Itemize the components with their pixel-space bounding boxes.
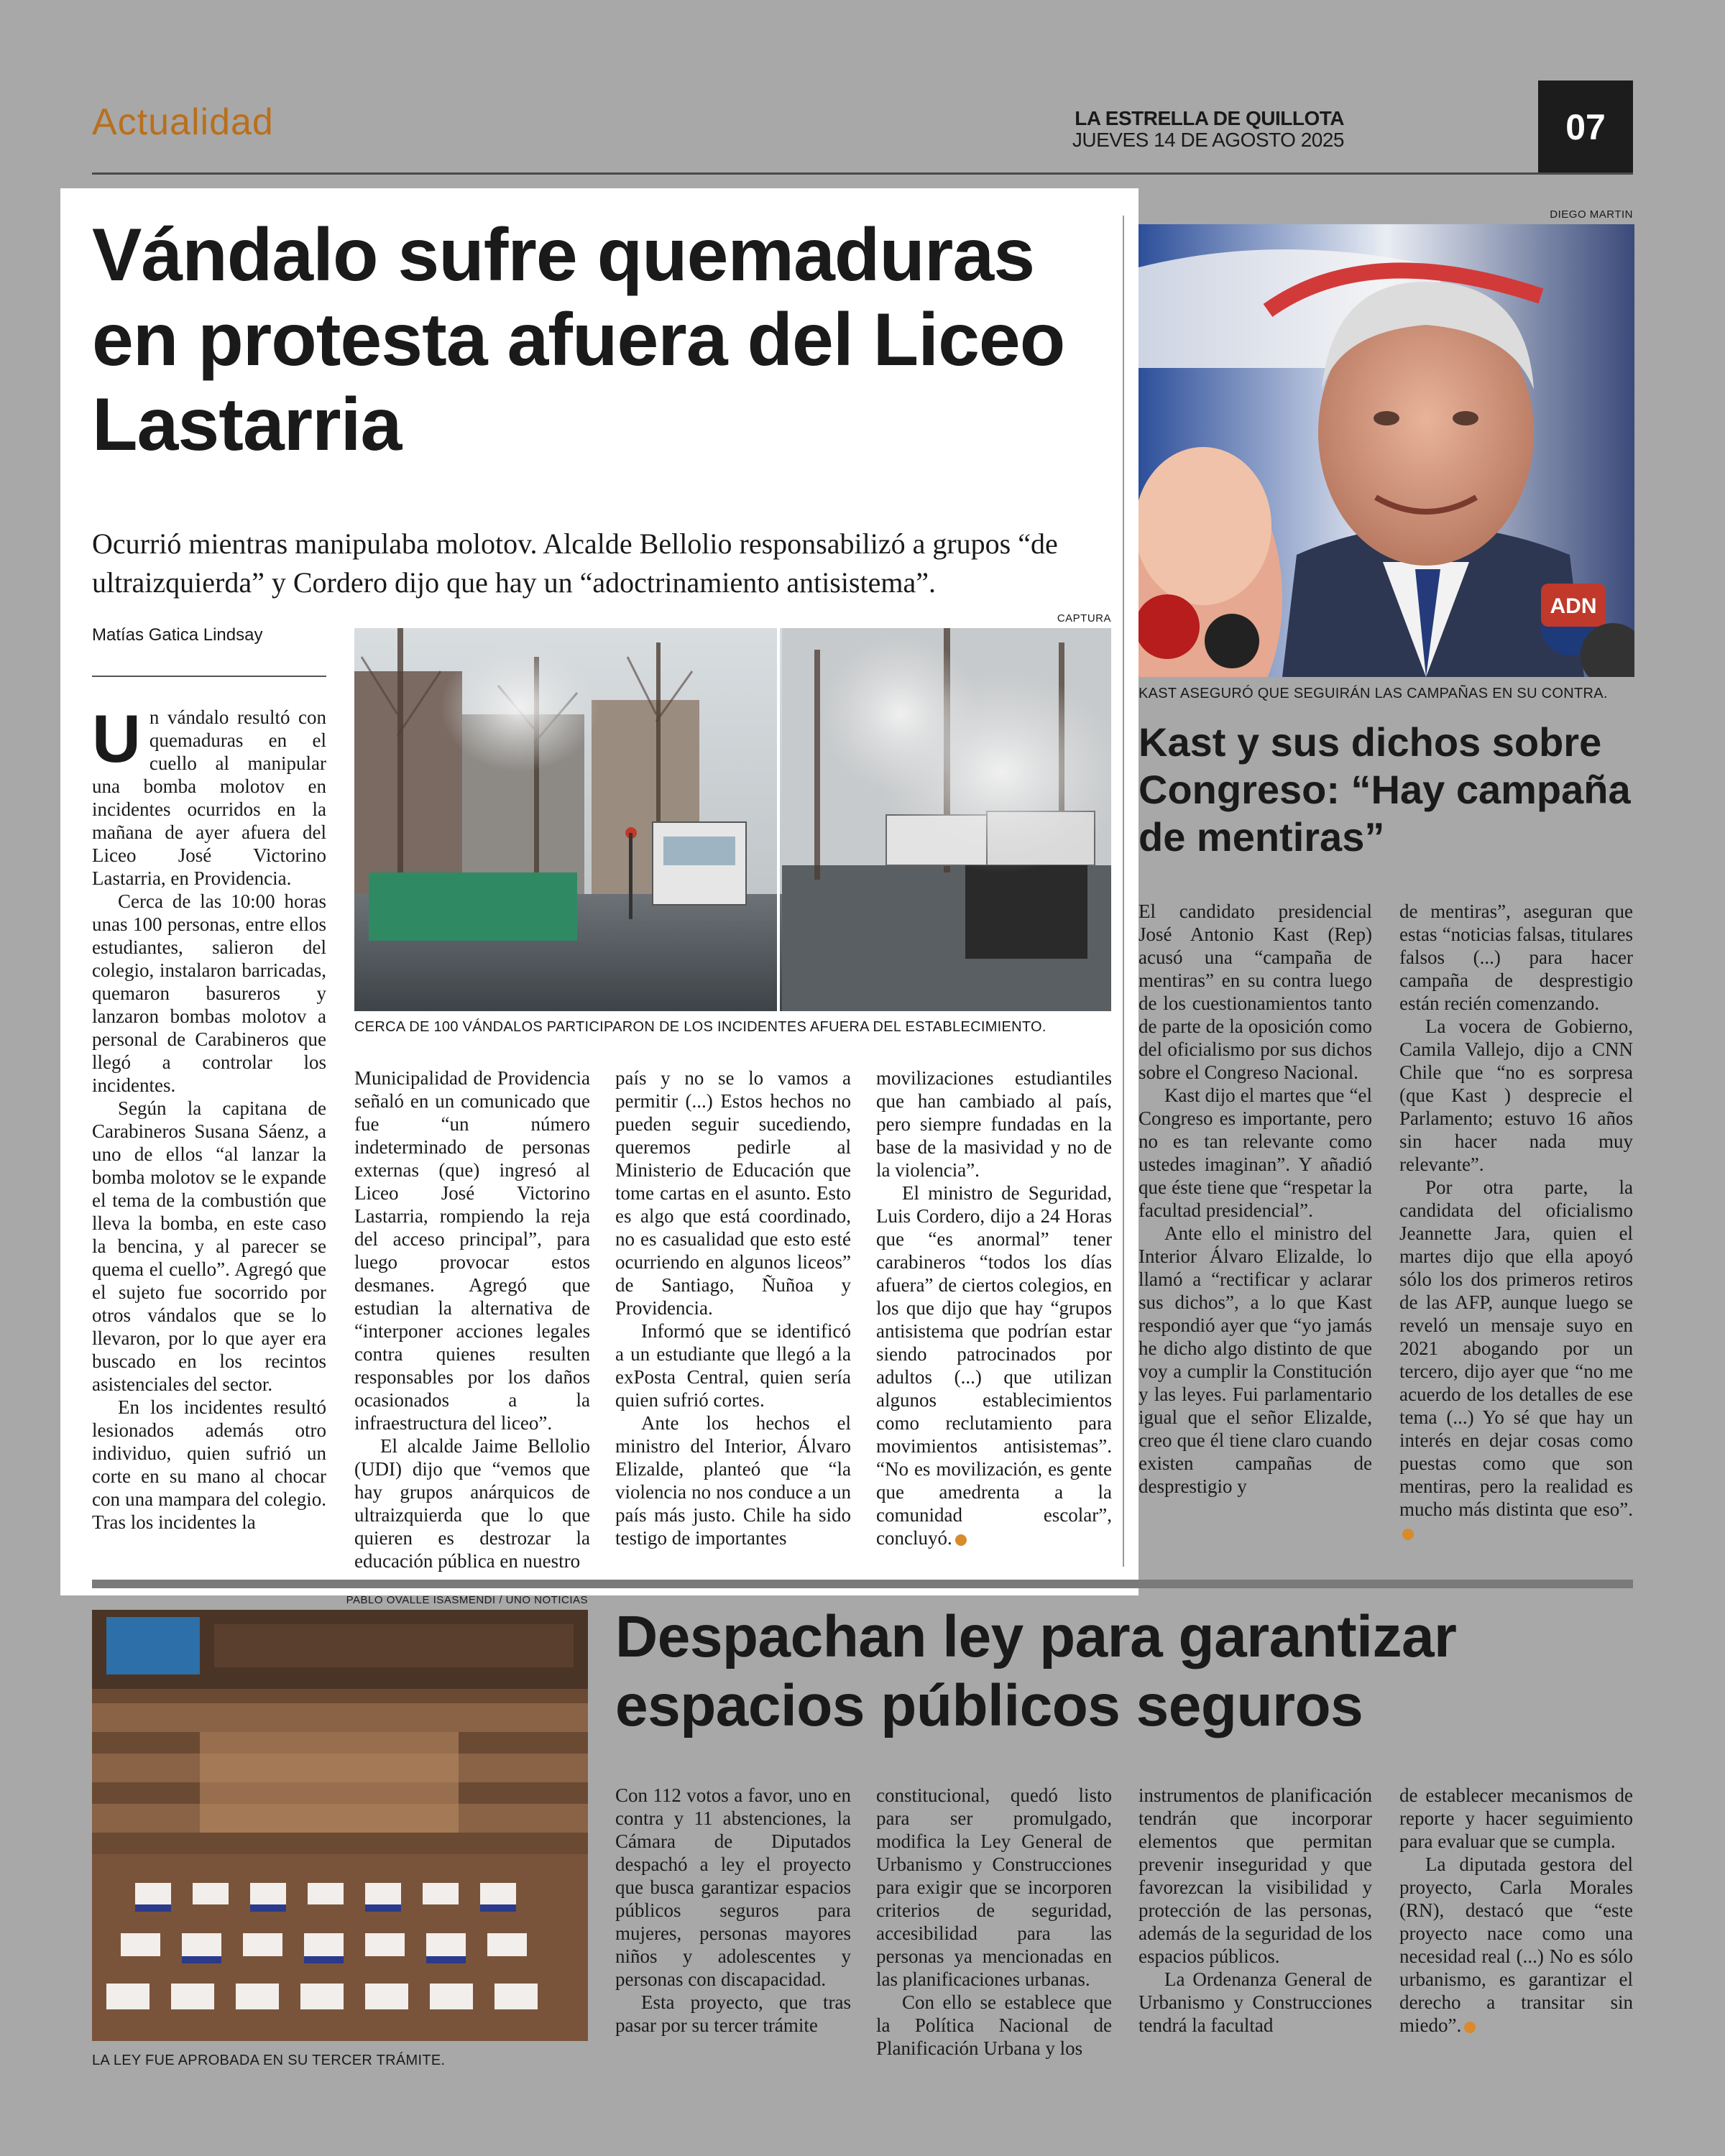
paragraph <box>1399 1176 1633 1544</box>
paragraph: Cerca de las 10:00 horas unas 100 personas, entre ellos estudiantes, salieron del colegio, instalaron barricadas, quemaron basureros y lanzaron bombas molotov a personal de Carabineros que llegó a controlar los incidentes. <box>92 890 326 1096</box>
issue-date: JUEVES 14 DE AGOSTO 2025 <box>1072 129 1344 151</box>
paragraph: Ante ello el ministro del Interior Álvaro Elizalde, lo llamó a “rectificar y aclarar sus dichos”, a lo que Kast respondió ayer que “yo jamás he dicho algo distinto de que voy a cumplir la Constitución y las leyes. Fui parlamentario igual que el señor Elizalde, creo que él tiene claro cuando existen campañas de desprestigio y <box>1138 1222 1372 1497</box>
paragraph <box>1399 1853 1633 2037</box>
paragraph: de establecer mecanismos de reporte y hacer seguimiento para evaluar que se cumpla. <box>1399 1784 1633 1852</box>
header-rule <box>92 172 1633 175</box>
paragraph: Con ello se establece que la Política Nacional de Planificación Urbana y los <box>876 1991 1112 2059</box>
end-mark-icon <box>1464 2022 1476 2033</box>
main-deck: Ocurrió mientras manipulaba molotov. Alcalde Bellolio responsabilizó a grupos “de ultraizquierda” y Cordero dijo que hay un “adoctrinamiento antisistema”. <box>92 528 1058 599</box>
paragraph: El candidato presidencial José Antonio Kast (Rep) acusó una “campaña de mentiras” en su contra luego de los cuestionamientos tanto de parte de la oposición como del oficialismo por sus dichos sobre el Congreso Nacional. <box>1138 900 1372 1083</box>
paragraph-text: Por otra parte, la candidata del oficialismo Jeannette Jara, quien el martes dijo que ella apoyó sólo los dos primeros retiros de las AFP, aunque luego se reveló un mensaje suyo en 2021 abogando por un tercero, dijo ayer que “no me acuerdo de los detalles de ese tema (...) Yo sé que hay un interés en dejar cosas como puestas como que son mentiras, pero la realidad es mucho más distinta que eso”. <box>1399 1176 1633 1520</box>
paragraph-text: La diputada gestora del proyecto, Carla Morales (RN), destacó que “este proyecto nace como una necesidad real (...) No es sólo urbanismo, es garantizar el derecho a transitar sin miedo”. <box>1399 1853 1633 2036</box>
main-photo-caption: CERCA DE 100 VÁNDALOS PARTICIPARON DE LOS INCIDENTES AFUERA DEL ESTABLECIMIENTO. <box>354 1019 1046 1035</box>
main-col-4 <box>876 1067 1112 1549</box>
paragraph: Municipalidad de Providencia señaló en un comunicado que fue “un número indeterminado de personas externas (que) ingresó al Liceo José Victorino Lastarria, rompiendo la reja del acceso principal”, para luego provocar estos desmanes. Agregó que estudian la alternativa de “interponer acciones legales contra quienes resulten responsables por los daños ocasionados a la infraestructura del liceo”. <box>354 1067 590 1434</box>
paragraph: movilizaciones estudiantiles que han cambiado al país, pero siempre fundadas en la base de la masividad y no de la violencia”. <box>876 1067 1112 1181</box>
paragraph: Con 112 votos a favor, uno en contra y 11 abstenciones, la Cámara de Diputados despachó a ley el proyecto que busca garantizar espacios públicos seguros para mujeres, personas mayores niños y adolescentes y personas con discapacidad. <box>615 1784 851 1990</box>
paragraph: Kast dijo el martes que “el Congreso es importante, pero no es tan relevante como ustedes imaginan”. Y añadió que éste tiene que “respetar la facultad presidencial”. <box>1138 1084 1372 1221</box>
paragraph: La vocera de Gobierno, Camila Vallejo, dijo a CNN Chile que “no es sorpresa (que Kast ) desprecie el Parlamento; estuvo 16 años sin hacer nada muy relevante”. <box>1399 1015 1633 1175</box>
paragraph: de mentiras”, aseguran que estas “noticias falsas, titulares falsos (...) para hacer campaña de desprestigio están recién comenzando. <box>1399 900 1633 1014</box>
column-divider <box>1123 216 1124 1567</box>
end-mark-icon <box>1402 1529 1414 1540</box>
despachan-col-3 <box>1138 1784 1372 2037</box>
masthead <box>1072 108 1344 151</box>
paragraph: La Ordenanza General de Urbanismo y Construcciones tendrá la facultad <box>1138 1968 1372 2036</box>
paragraph-text: El ministro de Seguridad, Luis Cordero, dijo a 24 Horas que “es anormal” tener carabineros “todos los días afuera” de ciertos colegios, en los que dijo que hay “grupos antisistema que podrían estar siendo patrocinados por adultos (...) que utilizan algunos establecimientos como reclutamiento para movimientos antisistemas”. “No es movilización, es gente que amedrenta a la comunidad escolar”, concluyó. <box>876 1182 1112 1549</box>
byline-rule <box>92 676 326 677</box>
kast-photo-caption: KAST ASEGURÓ QUE SEGUIRÁN LAS CAMPAÑAS EN SU CONTRA. <box>1138 686 1608 701</box>
paragraph: Informó que se identificó a un estudiante que llegó a la exPosta Central, quien sería quien sufrió cortes. <box>615 1320 851 1411</box>
paragraph: Esta proyecto, que tras pasar por su tercer trámite <box>615 1991 851 2036</box>
end-mark-icon <box>955 1534 967 1546</box>
kast-headline: Kast y sus dichos sobre Congreso: “Hay campaña de mentiras” <box>1138 719 1631 860</box>
despachan-headline: Despachan ley para garantizar espacios públicos seguros <box>615 1604 1457 1738</box>
despachan-col-4 <box>1399 1784 1633 2037</box>
section-label: Actualidad <box>92 101 274 143</box>
despachan-col-2 <box>876 1784 1112 2060</box>
main-col-1 <box>92 701 326 1534</box>
congress-photo-caption: LA LEY FUE APROBADA EN SU TERCER TRÁMITE. <box>92 2053 446 2068</box>
main-col-2 <box>354 1067 590 1572</box>
congress-photo-credit: PABLO OVALLE ISASMENDI / UNO NOTICIAS <box>346 1594 588 1606</box>
main-col-3 <box>615 1067 851 1549</box>
mic-label: ADN <box>1550 594 1597 618</box>
protest-photo <box>354 628 1111 1011</box>
paragraph: instrumentos de planificación tendrán que incorporar elementos que permitan prevenir inseguridad y que favorezcan la visibilidad y protección de las personas, además de la seguridad de los espacios públicos. <box>1138 1784 1372 1967</box>
newspaper-name: LA ESTRELLA DE QUILLOTA <box>1075 107 1344 129</box>
paragraph: n vándalo resultó con quemaduras en el cuello al manipular una bomba molotov en incidentes ocurridos en la mañana de ayer afuera del Liceo José Victorino Lastarria, en Providencia. <box>92 706 326 889</box>
paragraph: país y no se lo vamos a permitir (...) Estos hechos no pueden seguir sucediendo, queremos pedirle al Ministerio de Educación que tome cartas en el asunto. Esto es algo que está coordinado, no es casualidad que esto esté ocurriendo en algunos liceos” de Santiago, Ñuñoa y Providencia. <box>615 1067 851 1319</box>
page-number: 07 <box>1538 80 1633 174</box>
kast-photo <box>1138 224 1634 677</box>
despachan-col-1 <box>615 1784 851 2037</box>
kast-col-2 <box>1399 900 1633 1544</box>
main-photo-credit: CAPTURA <box>1057 612 1111 625</box>
paragraph: Según la capitana de Carabineros Susana Sáenz, a uno de ellos “al lanzar la bomba molotov se le expande el tema de la combustión que lleva la bomba, en este caso la bencina, y al parecer se quema el cuello”. Agregó que el sujeto fue socorrido por otros vándalos que se lo llevaron, por lo que ayer era buscado en los recintos asistenciales del sector. <box>92 1097 326 1395</box>
kast-photo-credit: DIEGO MARTIN <box>1550 208 1633 221</box>
paragraph: En los incidentes resultó lesionados además otro individuo, quien sufrió un corte en su mano al chocar con una mampara del colegio. Tras los incidentes la <box>92 1396 326 1533</box>
paragraph: Ante los hechos el ministro del Interior, Álvaro Elizalde, planteó que “la violencia no nos conduce a un país más justo. Chile ha sido testigo de importantes <box>615 1412 851 1549</box>
dropcap: U <box>92 701 141 776</box>
paragraph: constitucional, quedó listo para ser promulgado, modifica la Ley General de Urbanismo y Construcciones para exigir que se incorporen criterios de seguridad, accesibilidad para las personas ya mencionadas en las planificaciones urbanas. <box>876 1784 1112 1990</box>
section-rule <box>92 1580 1633 1588</box>
paragraph: El alcalde Jaime Bellolio (UDI) dijo que “vemos que hay grupos anárquicos de ultraizquierda que lo que quieren es destrozar la educación pública en nuestro <box>354 1435 590 1572</box>
congress-photo <box>92 1610 588 2041</box>
main-headline: Vándalo sufre quemaduras en protesta afuera del Liceo Lastarria <box>92 213 1065 466</box>
kast-col-1 <box>1138 900 1372 1498</box>
byline: Matías Gatica Lindsay <box>92 625 263 645</box>
paragraph <box>876 1181 1112 1549</box>
